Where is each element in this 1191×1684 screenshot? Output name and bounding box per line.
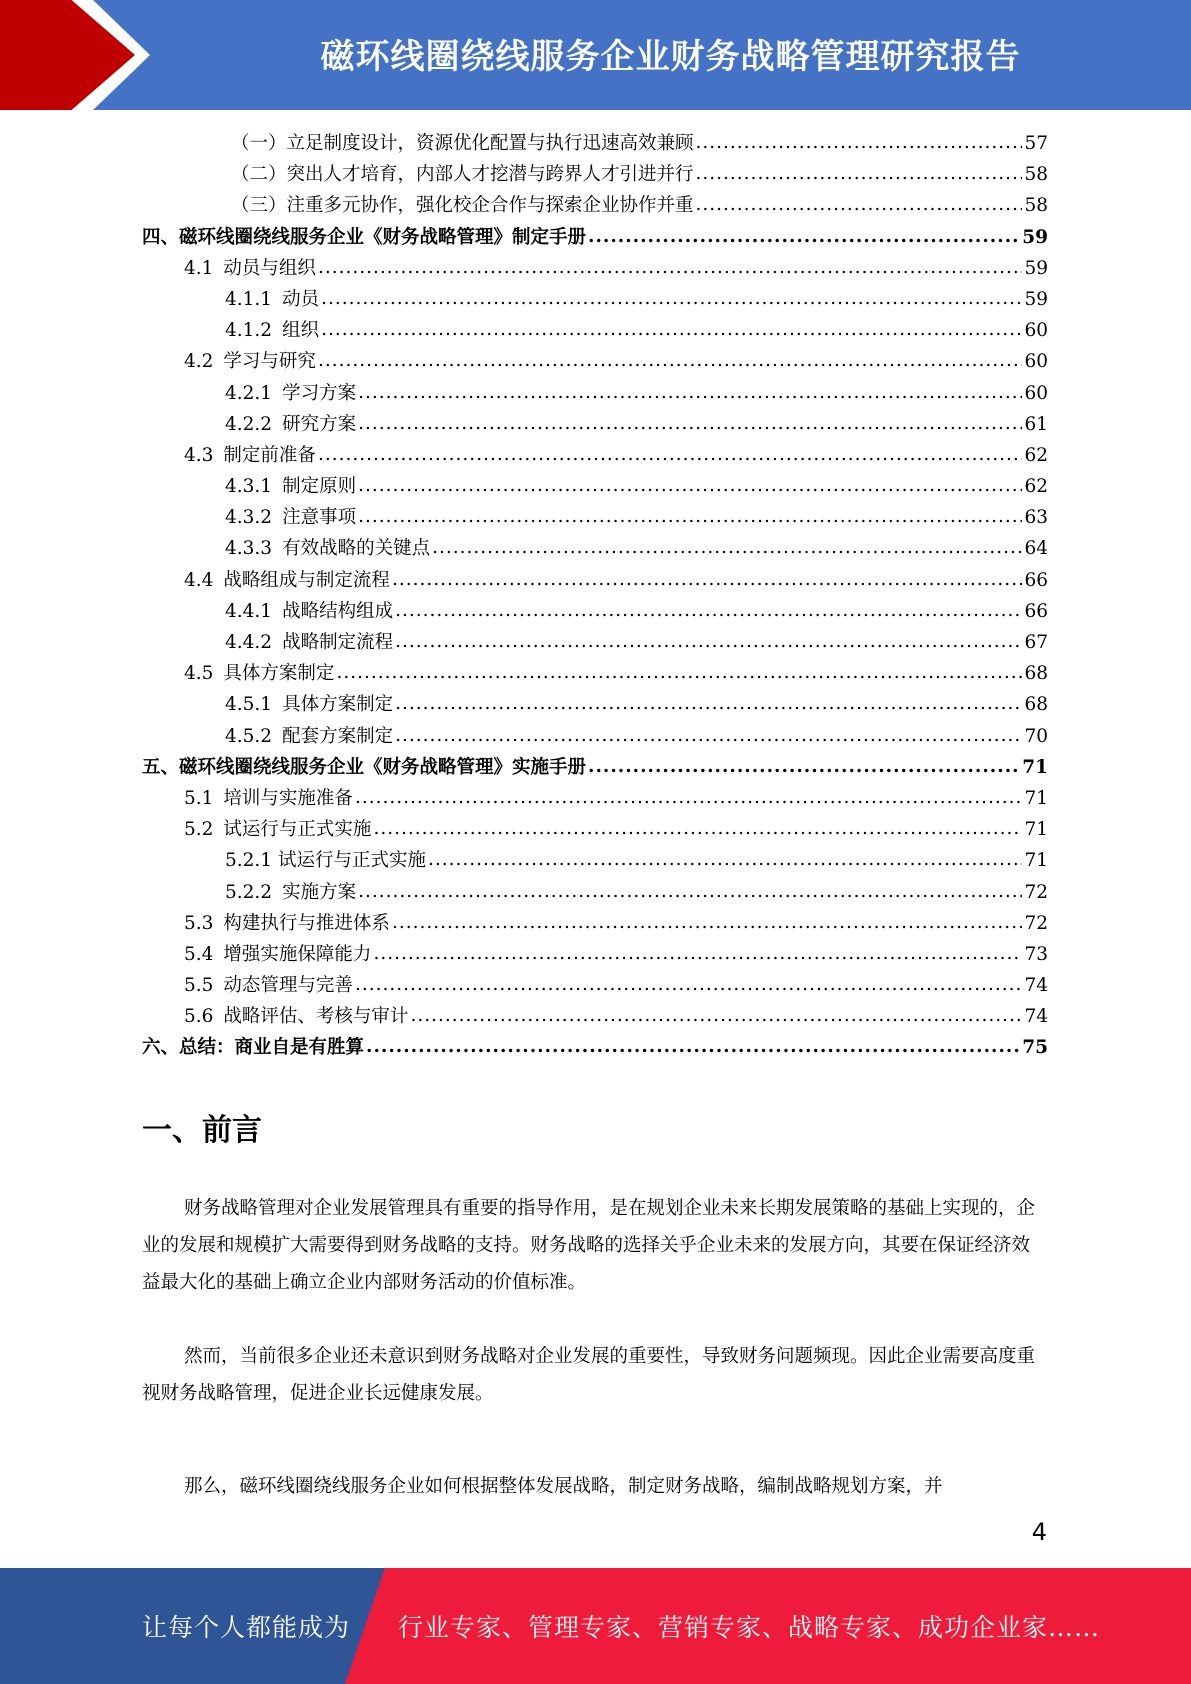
toc-leader-dots bbox=[410, 1000, 1022, 1031]
toc-leader-dots bbox=[428, 844, 1022, 875]
toc-entry-number: 4.1.2 bbox=[225, 320, 273, 342]
toc-entry-number: 4.3 bbox=[184, 444, 214, 466]
toc-leader-dots bbox=[395, 720, 1022, 751]
toc-entry-text: 战略制定流程 bbox=[282, 632, 394, 653]
toc-entry-title bbox=[225, 596, 393, 627]
toc-entry-text: （二）突出人才培育，内部人才挖潜与跨界人才引进并行 bbox=[231, 164, 694, 186]
toc-entry[interactable] bbox=[142, 908, 1048, 939]
toc-entry-text: 学习与研究 bbox=[223, 351, 316, 373]
toc-leader-dots bbox=[321, 314, 1022, 345]
toc-page-number: 60 bbox=[1024, 320, 1048, 342]
toc-leader-dots bbox=[336, 657, 1022, 688]
toc-leader-dots bbox=[358, 470, 1022, 501]
toc-entry-number: 5.1 bbox=[184, 787, 214, 809]
toc-entry-title bbox=[184, 253, 316, 284]
paragraph-2 bbox=[142, 1338, 1048, 1412]
toc-page-number: 59 bbox=[1022, 226, 1048, 248]
toc-entry-title bbox=[142, 752, 586, 783]
toc-entry[interactable] bbox=[142, 1001, 1048, 1032]
paragraph-1 bbox=[142, 1190, 1048, 1301]
toc-entry[interactable] bbox=[142, 533, 1048, 564]
toc-leader-dots bbox=[696, 158, 1023, 189]
toc-entry-title bbox=[184, 658, 334, 689]
toc-entry-text: 具体方案制定 bbox=[282, 694, 394, 716]
toc-entry[interactable] bbox=[142, 409, 1048, 440]
toc-entry[interactable] bbox=[142, 565, 1048, 596]
toc-entry[interactable] bbox=[142, 970, 1048, 1001]
toc-leader-dots bbox=[321, 283, 1022, 314]
toc-entry-title bbox=[184, 565, 390, 596]
toc-leader-dots bbox=[588, 221, 1020, 252]
page-number: 4 bbox=[1031, 1518, 1047, 1546]
toc-entry-text: 六、总结：商业自是有胜算 bbox=[142, 1037, 365, 1059]
toc-entry[interactable] bbox=[142, 752, 1048, 783]
toc-entry-text: 培训与实施准备 bbox=[223, 787, 353, 809]
toc-entry-number: 5.2 bbox=[184, 819, 214, 841]
toc-page-number: 58 bbox=[1024, 164, 1048, 186]
toc-page-number: 62 bbox=[1024, 444, 1048, 466]
toc-entry-text: 5.2.1 试运行与正式实施 bbox=[225, 850, 426, 872]
toc-entry-title bbox=[184, 440, 316, 471]
toc-page-number: 72 bbox=[1024, 912, 1048, 934]
toc-entry-text: 注意事项 bbox=[282, 507, 357, 529]
toc-leader-dots bbox=[318, 439, 1023, 470]
toc-entry-title bbox=[184, 970, 353, 1001]
toc-entry-text: 战略评估、考核与审计 bbox=[223, 1006, 409, 1028]
section-heading: 一、前言 bbox=[142, 1113, 262, 1148]
toc-entry[interactable] bbox=[142, 627, 1048, 658]
toc-entry-number: 4.4.1 bbox=[225, 600, 273, 622]
toc-entry-text: （三）注重多元协作，强化校企合作与探索企业协作并重 bbox=[231, 195, 694, 217]
toc-entry-text: 五、磁环线圈绕线服务企业《财务战略管理》实施手册 bbox=[142, 756, 587, 778]
toc-leader-dots bbox=[696, 127, 1023, 158]
toc-leader-dots bbox=[358, 876, 1022, 907]
toc-entry-number: 5.6 bbox=[184, 1006, 214, 1028]
footer-slogan-right: 行业专家、管理专家、营销专家、战略专家、成功企业家…… bbox=[398, 1613, 1101, 1642]
toc-leader-dots bbox=[588, 751, 1020, 782]
toc-leader-dots bbox=[373, 813, 1022, 844]
toc-entry[interactable] bbox=[142, 502, 1048, 533]
toc-entry[interactable] bbox=[142, 253, 1048, 284]
toc-entry[interactable] bbox=[142, 315, 1048, 346]
toc-entry-title bbox=[225, 378, 356, 409]
toc-entry-text: 组织 bbox=[282, 320, 320, 342]
toc-entry-text: 动态管理与完善 bbox=[223, 975, 353, 997]
toc-entry[interactable] bbox=[142, 689, 1048, 720]
toc-entry-number: 4.2.1 bbox=[225, 382, 273, 404]
toc-page-number: 74 bbox=[1024, 1006, 1048, 1028]
paragraph-3 bbox=[142, 1468, 1048, 1505]
toc-page-number: 72 bbox=[1024, 881, 1048, 903]
toc-page-number: 63 bbox=[1024, 507, 1048, 529]
table-of-contents bbox=[142, 128, 1048, 1064]
toc-entry-number: 4.5.2 bbox=[225, 725, 273, 747]
toc-entry-text: 制定原则 bbox=[282, 476, 357, 498]
toc-entry-text: （一）立足制度设计，资源优化配置与执行迅速高效兼顾 bbox=[231, 133, 694, 154]
toc-entry-title bbox=[225, 315, 319, 346]
toc-entry-text: 配套方案制定 bbox=[282, 725, 394, 747]
toc-entry[interactable] bbox=[142, 128, 1048, 159]
report-title: 磁环线圈绕线服务企业财务战略管理研究报告 bbox=[320, 36, 1021, 77]
toc-entry-number: 5.3 bbox=[184, 912, 214, 934]
toc-leader-dots bbox=[395, 688, 1022, 719]
toc-entry-text: 学习方案 bbox=[282, 382, 357, 404]
toc-page-number: 68 bbox=[1024, 694, 1048, 716]
toc-entry-number: 4.2 bbox=[184, 351, 214, 373]
toc-entry-text: 制定前准备 bbox=[223, 444, 316, 466]
page-footer bbox=[0, 1568, 1191, 1684]
toc-entry-title bbox=[184, 346, 316, 377]
toc-page-number: 67 bbox=[1024, 632, 1048, 653]
toc-entry-number: 5.4 bbox=[184, 943, 214, 965]
toc-page-number: 64 bbox=[1024, 538, 1048, 560]
toc-entry[interactable] bbox=[142, 721, 1048, 752]
toc-page-number: 61 bbox=[1024, 413, 1048, 435]
toc-leader-dots bbox=[395, 595, 1022, 626]
paragraph-text: 财务战略管理对企业发展管理具有重要的指导作用，是在规划企业未来长期发展策略的基础上实现的，企业的发展和规模扩大需要得到财务战略的支持。财务战略的选择关乎企业未来的发展方向，其要在保证经济效益最大化的基础上确立企业内部财务活动的价值标准。 bbox=[142, 1198, 1036, 1293]
toc-page-number: 62 bbox=[1024, 476, 1048, 498]
toc-page-number: 68 bbox=[1024, 663, 1048, 685]
toc-entry[interactable] bbox=[142, 877, 1048, 908]
toc-page-number: 60 bbox=[1024, 351, 1048, 373]
toc-page-number: 60 bbox=[1024, 382, 1048, 404]
toc-page-number: 75 bbox=[1022, 1037, 1048, 1059]
toc-entry[interactable] bbox=[142, 783, 1048, 814]
toc-leader-dots bbox=[318, 252, 1023, 283]
toc-page-number: 71 bbox=[1022, 756, 1048, 778]
toc-entry-number: 4.5 bbox=[184, 663, 214, 685]
toc-entry-title bbox=[225, 845, 426, 876]
toc-leader-dots bbox=[392, 907, 1023, 938]
toc-entry-text: 构建执行与推进体系 bbox=[223, 912, 390, 934]
toc-page-number: 74 bbox=[1024, 975, 1048, 997]
toc-page-number: 70 bbox=[1024, 725, 1048, 747]
toc-entry-title bbox=[225, 471, 356, 502]
toc-entry-text: 增强实施保障能力 bbox=[223, 943, 372, 965]
page-header bbox=[0, 0, 1191, 110]
toc-entry-text: 动员 bbox=[282, 288, 320, 310]
toc-entry-title bbox=[225, 877, 356, 908]
toc-page-number: 66 bbox=[1024, 569, 1048, 591]
toc-entry-title bbox=[142, 1032, 364, 1063]
toc-page-number: 66 bbox=[1024, 600, 1048, 622]
toc-entry[interactable] bbox=[142, 1032, 1048, 1063]
toc-entry[interactable] bbox=[142, 222, 1048, 253]
toc-entry-text: 战略组成与制定流程 bbox=[223, 569, 390, 591]
toc-entry-number: 4.3.2 bbox=[225, 507, 273, 529]
toc-entry-title bbox=[225, 284, 319, 315]
toc-leader-dots bbox=[355, 782, 1023, 813]
toc-page-number: 59 bbox=[1024, 288, 1048, 310]
toc-entry-title bbox=[142, 222, 586, 253]
toc-leader-dots bbox=[395, 626, 1022, 657]
toc-page-number: 73 bbox=[1024, 943, 1048, 965]
toc-entry-text: 试运行与正式实施 bbox=[223, 819, 372, 841]
toc-entry-title bbox=[231, 128, 694, 159]
toc-entry-title bbox=[225, 689, 393, 720]
toc-entry-number: 5.2.2 bbox=[225, 881, 273, 903]
toc-leader-dots bbox=[318, 345, 1023, 376]
toc-entry-title bbox=[225, 409, 356, 440]
toc-entry[interactable] bbox=[142, 658, 1048, 689]
footer-slogan-left: 让每个人都能成为 bbox=[142, 1613, 351, 1642]
toc-entry-number: 4.2.2 bbox=[225, 413, 273, 435]
toc-entry-number: 5.5 bbox=[184, 975, 214, 997]
toc-entry-title bbox=[184, 814, 371, 845]
toc-entry-title bbox=[231, 190, 694, 221]
toc-page-number: 59 bbox=[1024, 257, 1048, 279]
toc-leader-dots bbox=[432, 532, 1022, 563]
toc-entry[interactable] bbox=[142, 845, 1048, 876]
toc-entry-title bbox=[225, 502, 356, 533]
toc-leader-dots bbox=[366, 1031, 1020, 1062]
toc-entry-title bbox=[231, 159, 694, 190]
toc-entry[interactable] bbox=[142, 471, 1048, 502]
toc-entry-number: 4.3.3 bbox=[225, 538, 273, 560]
toc-entry[interactable] bbox=[142, 159, 1048, 190]
toc-entry-text: 战略结构组成 bbox=[282, 600, 394, 622]
toc-entry-number: 4.4 bbox=[184, 569, 214, 591]
toc-entry-text: 四、磁环线圈绕线服务企业《财务战略管理》制定手册 bbox=[142, 226, 587, 248]
toc-leader-dots bbox=[696, 189, 1023, 220]
paragraph-text: 然而，当前很多企业还未意识到财务战略对企业发展的重要性，导致财务问题频现。因此企业需要高度重视财务战略管理，促进企业长远健康发展。 bbox=[142, 1346, 1036, 1404]
toc-page-number: 57 bbox=[1024, 133, 1048, 154]
toc-leader-dots bbox=[358, 501, 1022, 532]
toc-page-number: 71 bbox=[1024, 850, 1048, 872]
toc-entry-title bbox=[225, 533, 430, 564]
toc-leader-dots bbox=[373, 938, 1022, 969]
toc-entry[interactable] bbox=[142, 939, 1048, 970]
toc-entry-number: 4.5.1 bbox=[225, 694, 273, 716]
toc-page-number: 71 bbox=[1024, 819, 1048, 841]
paragraph-text: 那么，磁环线圈绕线服务企业如何根据整体发展战略，制定财务战略，编制战略规划方案，并 bbox=[184, 1476, 943, 1497]
toc-page-number: 71 bbox=[1024, 787, 1048, 809]
toc-entry-number: 4.4.2 bbox=[225, 632, 273, 653]
toc-entry-title bbox=[184, 1001, 408, 1032]
header-chevron-icon bbox=[0, 0, 135, 110]
toc-entry[interactable] bbox=[142, 190, 1048, 221]
toc-leader-dots bbox=[358, 408, 1022, 439]
toc-entry-text: 具体方案制定 bbox=[223, 663, 335, 685]
toc-entry[interactable] bbox=[142, 814, 1048, 845]
toc-entry-text: 有效战略的关键点 bbox=[282, 538, 431, 560]
toc-entry-title bbox=[184, 939, 371, 970]
toc-entry-number: 4.1 bbox=[184, 257, 214, 279]
toc-entry-text: 研究方案 bbox=[282, 413, 357, 435]
toc-leader-dots bbox=[358, 377, 1022, 408]
toc-entry[interactable] bbox=[142, 378, 1048, 409]
toc-entry[interactable] bbox=[142, 346, 1048, 377]
toc-page-number: 58 bbox=[1024, 195, 1048, 217]
toc-entry[interactable] bbox=[142, 440, 1048, 471]
toc-entry-number: 4.3.1 bbox=[225, 476, 273, 498]
toc-entry-text: 实施方案 bbox=[282, 881, 357, 903]
toc-leader-dots bbox=[355, 969, 1023, 1000]
toc-entry[interactable] bbox=[142, 284, 1048, 315]
toc-leader-dots bbox=[392, 564, 1023, 595]
toc-entry-title bbox=[184, 783, 353, 814]
toc-entry-number: 4.1.1 bbox=[225, 288, 273, 310]
toc-entry[interactable] bbox=[142, 596, 1048, 627]
toc-entry-title bbox=[225, 721, 393, 752]
toc-entry-title bbox=[225, 627, 393, 658]
toc-entry-title bbox=[184, 908, 390, 939]
toc-entry-text: 动员与组织 bbox=[223, 257, 316, 279]
